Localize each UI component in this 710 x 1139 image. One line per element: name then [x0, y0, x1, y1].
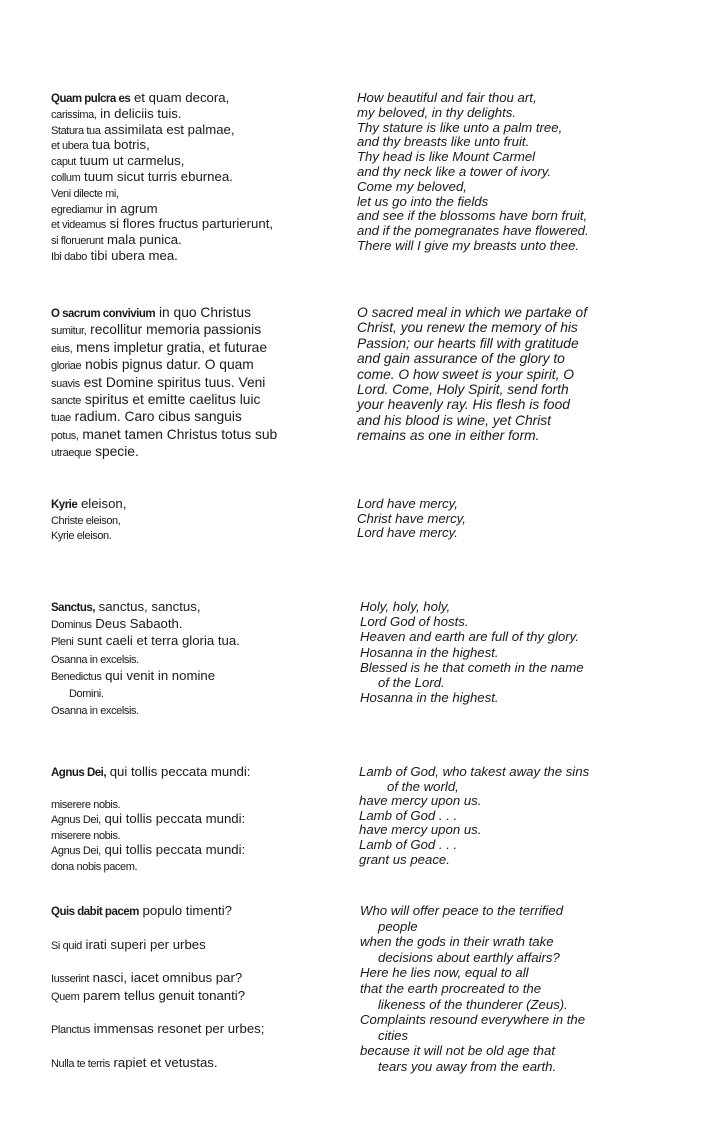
line-start: Si quid: [51, 939, 82, 952]
latin-line: [51, 217, 351, 233]
latin-line: [51, 305, 351, 322]
line-start: miserere nobis.: [51, 798, 121, 811]
line-start: Iusserint: [51, 973, 89, 986]
english-line: come. O how sweet is your spirit, O: [357, 366, 574, 382]
latin-line: [51, 685, 351, 702]
english-line: and his blood is wine, yet Christ: [357, 412, 552, 428]
incipit: O sacrum convivium: [51, 308, 156, 320]
english-holy: [360, 599, 700, 705]
latin-line: [51, 249, 351, 265]
english-line: grant us peace.: [359, 851, 450, 867]
line-rest: in quo Christus: [155, 305, 251, 320]
english-line: How beautiful and fair thou art,: [357, 90, 537, 105]
line-start: Ibi dabo: [51, 250, 87, 263]
english-line: Christ have mercy,: [357, 510, 466, 526]
line-start: egrediamur: [51, 203, 103, 216]
english-line: Who will offer peace to the terrified: [360, 903, 564, 918]
english-line: Here he lies now, equal to all: [360, 965, 529, 981]
latin-line: [51, 702, 351, 719]
latin-line: [51, 765, 351, 781]
latin-line: [51, 340, 351, 357]
latin-line: [51, 828, 351, 844]
line-rest: et quam decora,: [130, 90, 230, 105]
latin-line: [51, 154, 351, 170]
english-how-beautiful: [357, 91, 697, 254]
latin-line: [51, 937, 351, 955]
english-line: Hosanna in the highest.: [360, 690, 499, 706]
line-rest: recollitur memoria passionis: [86, 322, 262, 338]
latin-line: [51, 599, 351, 616]
line-rest: sanctus, sanctus,: [94, 599, 201, 614]
incipit: Kyrie: [51, 499, 78, 511]
line-rest: qui tollis peccata mundi:: [106, 764, 251, 779]
latin-line: [51, 322, 351, 339]
english-line: of the world,: [387, 778, 459, 794]
english-line: Passion; our hearts fill with gratitude: [357, 335, 579, 351]
english-line: have mercy upon us.: [359, 822, 482, 838]
line-start: gloriae: [51, 360, 82, 373]
english-line: Lamb of God, who takest away the sins: [359, 764, 590, 779]
line-rest: in agrum: [102, 200, 158, 216]
english-line: likeness of the thunderer (Zeus).: [378, 996, 568, 1012]
latin-agnus-dei: [51, 765, 351, 875]
english-line: Hosanna in the highest.: [360, 644, 499, 660]
line-start: Quem: [51, 990, 80, 1003]
line-rest: si flores fructus parturierunt,: [105, 216, 274, 232]
incipit: Quis dabit pacem: [51, 906, 139, 918]
latin-line: [51, 392, 351, 409]
latin-quis-dabit: [51, 903, 351, 1073]
incipit: Sanctus,: [51, 602, 95, 614]
line-rest: spiritus et emitte caelitus luic: [81, 392, 261, 408]
latin-line: [51, 616, 351, 633]
line-start: Pleni: [51, 636, 74, 649]
english-line: people: [378, 918, 418, 934]
english-line: let us go into the fields: [357, 193, 489, 209]
english-line: cities: [378, 1027, 409, 1043]
latin-line: [51, 186, 351, 202]
english-line: Thy stature is like unto a palm tree,: [357, 119, 563, 135]
latin-line: [51, 123, 351, 139]
latin-line: [51, 375, 351, 392]
line-rest: eleison,: [77, 496, 127, 511]
line-rest: Deus Sabaoth.: [91, 616, 183, 632]
line-start: Nulla te terris: [51, 1057, 110, 1070]
english-line: Lord. Come, Holy Spirit, send forth: [357, 382, 569, 398]
latin-line: [51, 1055, 351, 1073]
line-start: Planctus: [51, 1024, 90, 1037]
latin-line: [51, 1021, 351, 1039]
line-rest: rapiet et vetustas.: [109, 1054, 218, 1070]
line-rest: in deliciis tuis.: [96, 105, 182, 121]
line-rest: manet tamen Christus totus sub: [78, 426, 278, 442]
latin-line: [51, 91, 351, 107]
english-line: and gain assurance of the glory to: [357, 351, 565, 367]
english-line: Come my beloved,: [357, 178, 467, 194]
english-line: Lamb of God . . .: [359, 807, 458, 823]
line-start: Domini.: [69, 688, 104, 701]
line-rest: assimilata est palmae,: [100, 121, 235, 137]
line-start: potus,: [51, 429, 79, 442]
latin-line: [51, 513, 351, 529]
english-line: Heaven and earth are full of thy glory.: [360, 629, 579, 645]
line-rest: irati superi per urbes: [81, 936, 206, 952]
line-rest: nasci, iacet omnibus par?: [88, 970, 243, 986]
line-rest: tuum ut carmelus,: [75, 153, 185, 169]
line-start: et videamus: [51, 219, 106, 232]
incipit: Quam pulcra es: [51, 93, 131, 105]
latin-line: [51, 138, 351, 154]
line-rest: mala punica.: [103, 232, 182, 248]
english-line: There will I give my breasts unto thee.: [357, 237, 580, 253]
latin-line: [51, 668, 351, 685]
latin-line: [51, 843, 351, 859]
line-rest: parem tellus genuit tonanti?: [79, 987, 246, 1003]
latin-line: [51, 107, 351, 123]
latin-line: [51, 812, 351, 828]
latin-sanctus: [51, 599, 351, 719]
english-line: my beloved, in thy delights.: [357, 104, 517, 120]
incipit: Agnus Dei,: [51, 767, 107, 779]
line-start: tuae: [51, 412, 71, 425]
english-line: that the earth procreated to the: [360, 980, 542, 996]
latin-line: [51, 903, 351, 921]
english-line: and thy breasts like unto fruit.: [357, 134, 530, 150]
english-line: of the Lord.: [378, 675, 445, 691]
line-start: caput: [51, 156, 76, 169]
english-line: when the gods in their wrath take: [360, 934, 554, 950]
latin-line: [51, 988, 351, 1006]
line-start: Agnus Dei,: [51, 845, 101, 858]
line-start: Kyrie eleison.: [51, 530, 112, 543]
latin-line: [51, 409, 351, 426]
english-line: because it will not be old age that: [360, 1043, 556, 1059]
english-line: and if the pomegranates have flowered.: [357, 223, 589, 239]
latin-line: [51, 528, 351, 544]
english-line: Lamb of God . . .: [359, 836, 458, 852]
line-rest: qui venit in nomine: [101, 667, 216, 683]
stanza-gap: [51, 954, 351, 970]
line-start: Christe eleison,: [51, 514, 121, 527]
stanza-gap: [51, 1039, 351, 1055]
latin-line: [51, 859, 351, 875]
english-line: tears you away from the earth.: [378, 1058, 557, 1074]
latin-o-sacrum: [51, 305, 351, 462]
line-start: Statura tua: [51, 124, 101, 137]
english-line: and thy neck like a tower of ivory.: [357, 163, 551, 179]
line-start: sancte: [51, 395, 82, 408]
english-line: Blessed is he that cometh in the name: [360, 659, 584, 675]
line-start: et ubera: [51, 140, 89, 153]
line-rest: sunt caeli et terra gloria tua.: [73, 633, 240, 649]
line-start: Benedictus: [51, 670, 102, 683]
english-line: Lord God of hosts.: [360, 614, 469, 630]
english-line: Holy, holy, holy,: [360, 599, 451, 614]
line-start: Osanna in excelsis.: [51, 653, 139, 666]
english-line: Christ, you renew the memory of his: [357, 320, 578, 336]
latin-line: [51, 797, 351, 813]
stanza-gap: [51, 921, 351, 937]
line-start: Dominus: [51, 619, 92, 632]
english-o-sacred-meal: [357, 305, 697, 444]
line-start: carissima,: [51, 108, 97, 121]
latin-line: [51, 633, 351, 650]
line-rest: populo timenti?: [138, 903, 232, 918]
english-line: decisions about earthly affairs?: [378, 949, 560, 965]
english-line: have mercy upon us.: [359, 793, 482, 809]
stanza-gap: [51, 1005, 351, 1021]
line-rest: tua botris,: [88, 137, 150, 153]
stanza-gap: [51, 781, 351, 797]
line-rest: tuum sicut turris eburnea.: [80, 168, 233, 184]
latin-line: [51, 444, 351, 461]
english-lord-have-mercy: [357, 497, 697, 541]
line-start: sumitur,: [51, 325, 87, 338]
line-start: Agnus Dei,: [51, 814, 101, 827]
english-line: your heavenly ray. His flesh is food: [357, 397, 570, 413]
english-line: Complaints resound everywhere in the: [360, 1012, 586, 1028]
english-line: Thy head is like Mount Carmel: [357, 149, 536, 165]
latin-line: [51, 970, 351, 988]
latin-line: [51, 202, 351, 218]
line-rest: est Domine spiritus tuus. Veni: [79, 374, 266, 390]
line-start: suavis: [51, 377, 80, 390]
english-lamb-of-god: [359, 765, 699, 867]
line-start: miserere nobis.: [51, 829, 121, 842]
english-line: and see if the blossoms have born fruit,: [357, 208, 588, 224]
line-rest: specie.: [91, 444, 139, 460]
latin-line: [51, 651, 351, 668]
latin-line: [51, 233, 351, 249]
line-start: collum: [51, 171, 81, 184]
latin-quam-pulcra: [51, 91, 351, 265]
line-rest: immensas resonet per urbes;: [90, 1021, 265, 1037]
latin-kyrie: [51, 497, 351, 544]
english-line: Lord have mercy,: [357, 496, 458, 511]
english-who-will-offer: [360, 903, 700, 1075]
line-start: Osanna in excelsis.: [51, 705, 139, 718]
line-rest: tibi ubera mea.: [86, 247, 178, 263]
line-start: utraeque: [51, 447, 92, 460]
line-rest: mens impletur gratia, et futurae: [72, 339, 268, 355]
line-start: si floruerunt: [51, 235, 104, 248]
line-rest: radium. Caro cibus sanguis: [70, 409, 242, 425]
latin-line: [51, 357, 351, 374]
line-start: Veni dilecte mi,: [51, 187, 119, 200]
line-rest: qui tollis peccata mundi:: [100, 811, 246, 827]
line-start: dona nobis pacem.: [51, 860, 138, 873]
latin-line: [51, 497, 351, 513]
english-line: Lord have mercy.: [357, 525, 458, 541]
latin-line: [51, 427, 351, 444]
english-line: O sacred meal in which we partake of: [357, 305, 588, 320]
line-rest: nobis pignus datur. O quam: [81, 357, 254, 373]
line-start: eius,: [51, 342, 73, 355]
line-rest: qui tollis peccata mundi:: [100, 842, 246, 858]
latin-line: [51, 170, 351, 186]
english-line: remains as one in either form.: [357, 428, 540, 444]
